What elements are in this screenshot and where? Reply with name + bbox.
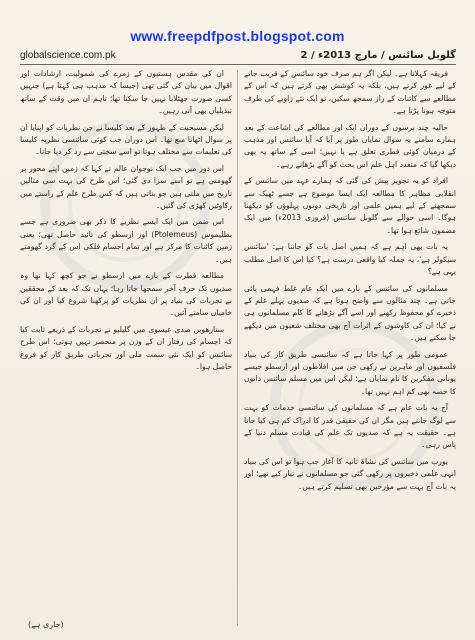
paragraph: ان کی مقدس ہستیوں کے زمرے کی شمولیت، ارشادات اور اقوال میں بیان کی گئی تھی (جیسا کہ مذہب ہی کہتا ہے) جنہیں کسی صورت جھٹلایا نہیں جا سکتا تھا؛ تاہم ان میں وقت کے ساتھ تبدیلیاں بھی آتی رہیں۔ xyxy=(20,69,232,116)
paragraph: مطالعہ فطرت کے بارے میں ارسطو نے جو کچھ کہا تھا وہ صدیوں تک حرف آخر سمجھا جاتا رہا؛ یہاں تک کہ بعد کے محققین نے تجربات کی بنیاد پر ان نظریات کو پرکھنا شروع کیا اور ان کی خامیاں سامنے آئیں۔ xyxy=(20,271,232,318)
paragraph: حالیہ چند برسوں کے دوران ایک اور مطالعے کی اشاعت کے بعد ہمارے سامنے یہ سوال نمایاں طور پر آیا کہ آیا سائنس اور مذہب کے درمیان کوئی فطری تعلق ہے یا نہیں؛ اسی کے ساتھ یہ بھی دیکھا گیا کہ متعدد اہل علم اس بحث کو آگے بڑھاتے رہے۔ xyxy=(244,122,456,169)
paragraph: اس دور میں جب ایک نوجوان عالم نے کہا کہ زمین اپنے محور پر گھومتی ہے تو اسے سزا دی گئی؛ اس طرح کی بہت سی مثالیں تاریخ میں ملتی ہیں جو بتاتی ہیں کہ کس طرح علم کے راستے میں رکاوٹیں کھڑی کی گئیں۔ xyxy=(20,163,232,211)
article-body xyxy=(20,68,456,628)
left-column xyxy=(20,68,232,628)
paragraph: لیکن مسیحیت کے ظہور کے بعد کلیسا نے جن نظریات کو اپنایا ان پر سوال اٹھانا منع تھا۔ اس دوران جب کوئی سائنسی نظریہ کلیسا کی تعلیمات سے مختلف ہوتا تو اسے سختی سے رد کر دیا جاتا۔ xyxy=(20,122,232,157)
issue-info: گلوبل سائنس / مارچ 2013ء / 2 xyxy=(300,49,456,61)
paragraph: فریقہ کہلاتا ہے۔ لیکن اگر ہم صرف خود سائنس کے قریب جانے کے لیے غور کرتے ہیں، بلکہ یہ کوشش بھی کرتے ہیں کہ اس کے مطالعے سے کائنات کے راز سمجھ سکیں، تو ایک نئے زاویے کی طرف متوجہ ہونا پڑتا ہے۔ xyxy=(244,69,456,116)
paragraph: یورپ میں سائنس کی نشاۃ ثانیہ کا آغاز جب ہوا تو اس کی بنیاد انہی علمی ذخیروں پر رکھی گئی جو مسلمانوں نے تیار کیے تھے؛ اور یہ بات آج بہت سے مؤرخین بھی تسلیم کرتے ہیں۔ xyxy=(244,456,456,491)
continued-label: (جاری ہے) xyxy=(28,620,64,629)
paragraph: مسلمانوں کی سائنس کے بارے میں ایک عام غلط فہمی پائی جاتی ہے۔ چند مثالوں سے واضح ہوتا ہے کہ صدیوں پہلے علم کے ذخیرے کو محفوظ رکھنے اور اسے آگے بڑھانے کا کام مسلمانوں ہی نے کیا؛ ان کی کاوشوں کے اثرات آج بھی مختلف شعبوں میں دیکھے جا سکتے ہیں۔ xyxy=(244,283,456,343)
paragraph: یہ بات بھی اہم ہے کہ ہمیں اصل بات کو جاننا ہے: 'سائنس سیکولر ہے'، یہ جملہ کیا واقعی درست ہے؟ کیا اس کا اصل مطلب یہی ہے؟ xyxy=(244,242,456,277)
paragraph: ستارھویں صدی عیسوی میں گلیلیو نے تجربات کے ذریعے ثابت کیا کہ اجسام کی رفتار ان کے وزن پر منحصر نہیں ہوتی؛ اس طرح سائنس کو ایک نئی سمت ملی اور تجرباتی طریق کار کو فروغ حاصل ہوا۔ xyxy=(20,324,232,371)
paragraph: افراد کو یہ تجویز پیش کی گئی کہ ہمارے عہد میں سائنس کے انقلابی مظاہر کا مطالعہ ایک ایسا موضوع ہے جسے ٹھیک سے سمجھنے کے لیے ہمیں علمی اور تاریخی دونوں پہلوؤں کو دیکھنا ہوگا۔ اسی حوالے سے گلوبل سائنس (فروری 2013ء) میں ایک مضمون شائع ہوا تھا۔ xyxy=(244,176,456,235)
page-header xyxy=(20,46,456,65)
paragraph: عمومی طور پر کہا جاتا ہے کہ سائنسی طریق کار کی بنیاد فلسفیوں اور ماہرین نے رکھی جن میں افلاطون اور ارسطو جیسے یونانی مفکرین کا نام نمایاں ہے؛ لیکن اس میں مسلم سائنس دانوں کا حصہ بھی کم اہم نہیں تھا۔ xyxy=(244,349,456,396)
paragraph: اس ضمن میں ایک ایسے نظریے کا ذکر بھی ضروری ہے جسے بطلیموس (Ptolemeus) اور ارسطو کی تائید حاصل تھی؛ یعنی زمین کائنات کا مرکز ہے اور تمام اجسام فلکی اس کے گرد گھومتے ہیں۔ xyxy=(20,217,232,264)
right-column xyxy=(244,68,456,628)
watermark-link[interactable]: www.freepdfpost.blogspot.com xyxy=(130,28,345,44)
paragraph: آج یہ بات عام ہے کہ مسلمانوں کی سائنسی خدمات کو بہت سے لوگ جانتے ہیں مگر ان کی حقیقی قدر کا ادراک کم ہی کیا جاتا ہے۔ حقیقت یہ ہے کہ صدیوں تک علم کی قیادت مسلم دنیا کے پاس رہی۔ xyxy=(244,403,456,450)
site-url[interactable]: globalscience.com.pk xyxy=(20,49,116,61)
